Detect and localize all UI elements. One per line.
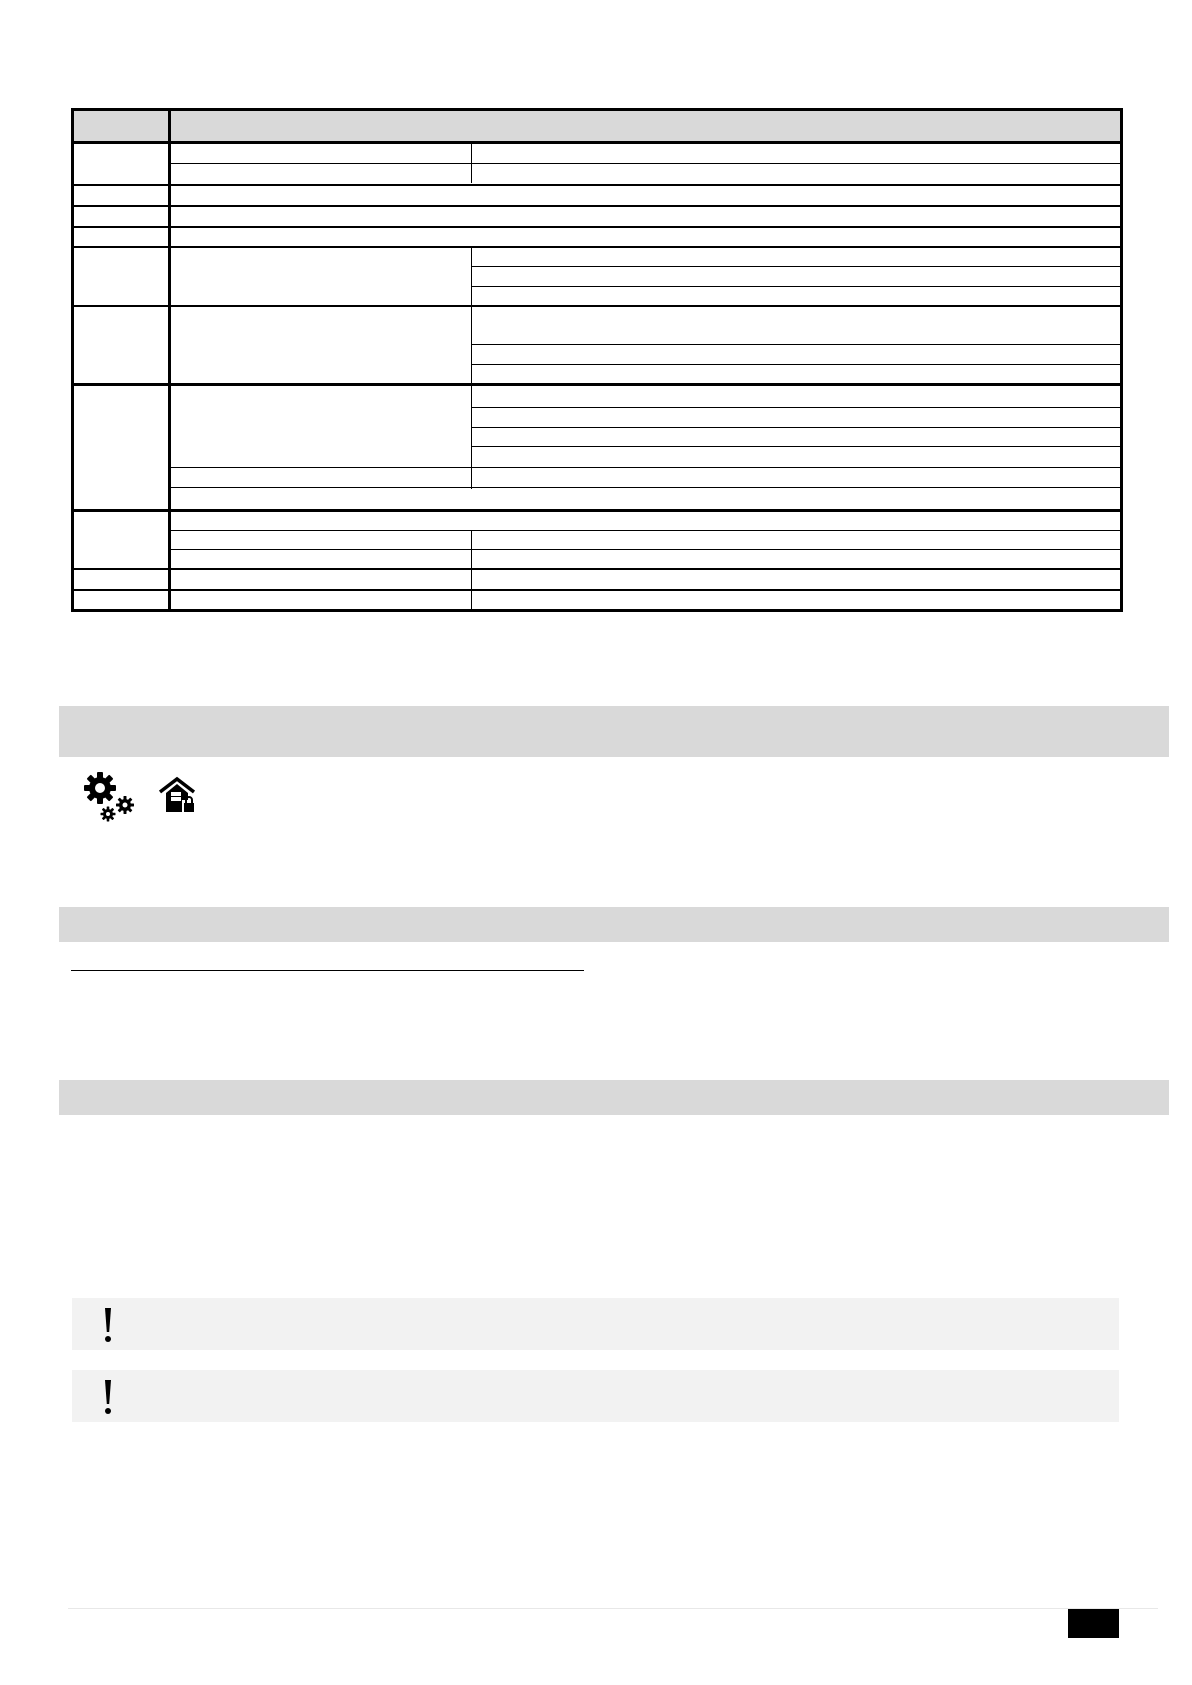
table-row-line xyxy=(74,568,1120,570)
underline-rule xyxy=(71,970,584,971)
section-header-bar xyxy=(59,706,1169,757)
warning-note xyxy=(72,1370,1119,1422)
home-lock-icon xyxy=(158,776,198,814)
table-row-line xyxy=(168,163,1120,164)
table-row-line xyxy=(471,446,1120,447)
table-header-row xyxy=(74,111,1120,141)
table-row-line xyxy=(168,530,1120,531)
table-row-line xyxy=(74,589,1120,591)
table-row-line xyxy=(74,383,1120,386)
table-col-divider-2c xyxy=(471,531,472,609)
table-row-line xyxy=(471,266,1120,267)
table-row-line xyxy=(74,184,1120,186)
footer-rule xyxy=(68,1608,1158,1609)
table-col-divider-2b xyxy=(471,247,472,489)
table-row-line xyxy=(74,205,1120,207)
table-row-line xyxy=(168,549,1120,550)
warning-note xyxy=(72,1298,1119,1350)
section-header-bar xyxy=(59,907,1169,942)
exclamation-icon xyxy=(105,1380,111,1414)
table-row-line xyxy=(168,487,1120,488)
table-row-line xyxy=(74,509,1120,512)
spec-table xyxy=(71,108,1123,612)
gears-icon xyxy=(82,772,136,822)
table-row-line xyxy=(74,246,1120,248)
table-row-line xyxy=(168,467,1120,468)
table-row-line xyxy=(74,226,1120,228)
table-row-line xyxy=(471,407,1120,408)
table-row-line xyxy=(74,141,1120,144)
table-row-line xyxy=(471,286,1120,287)
table-row-line xyxy=(471,427,1120,428)
table-row-line xyxy=(471,364,1120,365)
section-header-bar xyxy=(59,1080,1169,1115)
page-number-box xyxy=(1068,1609,1119,1638)
table-row-line xyxy=(74,305,1120,307)
exclamation-icon xyxy=(105,1308,111,1342)
table-col-divider-2a xyxy=(471,141,472,183)
table-row-line xyxy=(471,344,1120,345)
